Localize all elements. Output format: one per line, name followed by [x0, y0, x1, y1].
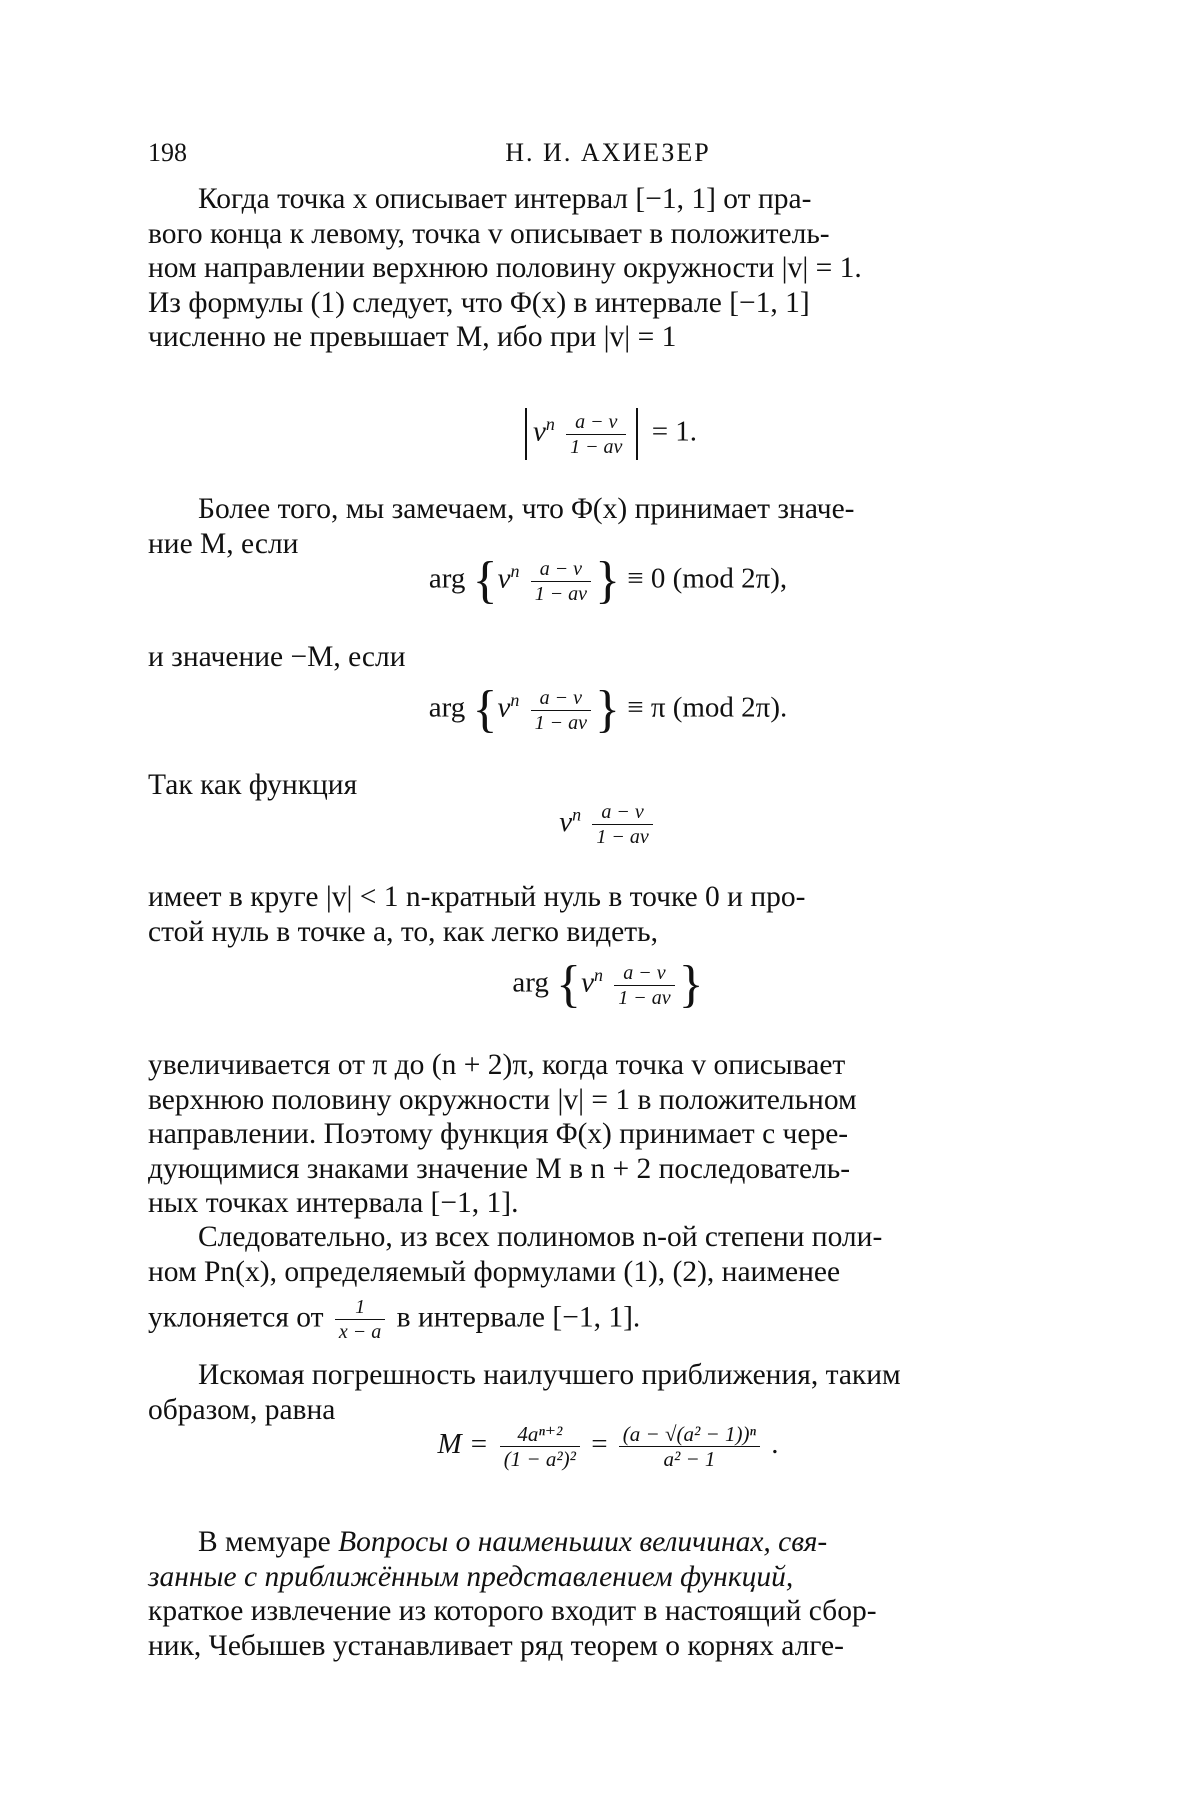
formula-rhs: ≡ 0 (mod 2π),	[627, 562, 788, 595]
text-line: Более того, мы замечаем, что Φ(x) принимает значе-	[198, 493, 855, 525]
text-line: численно не превышает M, ибо при |v| = 1	[148, 321, 677, 354]
fraction-numerator: a − v	[539, 557, 583, 580]
fraction-denominator: 1 − av	[531, 581, 591, 606]
formula-rhs: = 1.	[651, 415, 698, 448]
formula-fraction	[566, 410, 626, 459]
text-line: вого конца к левому, точка v описывает в положитель-	[148, 217, 830, 250]
fraction-numerator: 1	[355, 1296, 366, 1319]
paragraph-3	[148, 640, 1068, 675]
formula-1	[148, 408, 1068, 460]
formula-fraction	[531, 557, 591, 606]
formula-exponent: n	[572, 804, 582, 825]
formula-base: v	[497, 691, 511, 724]
formula-lhs: M =	[437, 1428, 489, 1461]
formula-arg: arg	[428, 562, 466, 595]
text-line: ник, Чебышев устанавливает ряд теорем о корнях алге-	[148, 1629, 844, 1662]
text-span: В мемуаре	[198, 1526, 331, 1558]
memoir-title-cont: занные с приближённым представлением функций,	[148, 1560, 794, 1593]
paragraph-9	[148, 1525, 1068, 1663]
formula-base: v	[559, 806, 573, 839]
fraction-numerator: a − v	[539, 686, 582, 709]
paragraph-1	[148, 182, 1068, 355]
fraction-numerator: a − v	[575, 410, 618, 433]
formula-exponent: n	[545, 414, 555, 434]
paragraph-7	[148, 1220, 1068, 1344]
memoir-title: Вопросы о наименьших величинах, свя-	[338, 1526, 828, 1558]
formula-exponent: n	[510, 561, 520, 581]
formula-rhs: ≡ π (mod 2π).	[627, 691, 788, 724]
formula-base: v	[497, 562, 511, 595]
fraction-numerator: (a − √(a² − 1))ⁿ	[622, 1422, 757, 1446]
brace-right: }	[595, 681, 620, 738]
formula-exponent: n	[510, 690, 520, 710]
text-line: Следовательно, из всех полиномов n-ой степени поли-	[198, 1221, 883, 1253]
text-line: и значение −M, если	[148, 641, 406, 673]
text-line: ных точках интервала [−1, 1].	[148, 1187, 519, 1220]
fraction-denominator: 1 − av	[531, 710, 591, 735]
formula-end: .	[771, 1428, 779, 1461]
brace-right: }	[595, 552, 621, 609]
formula-2	[148, 552, 1068, 609]
fraction-numerator: a − v	[601, 801, 644, 823]
brace-right: }	[678, 956, 704, 1013]
page-header	[148, 138, 1068, 178]
formula-fraction	[500, 1422, 580, 1471]
text-line: ние M, если	[148, 527, 299, 560]
paragraph-4	[148, 768, 1068, 803]
text-line: краткое извлечение из которого входит в настоящий сбор-	[148, 1595, 877, 1628]
paragraph-2	[148, 492, 1068, 561]
brace-left: {	[556, 956, 582, 1013]
paragraph-8	[148, 1358, 1068, 1427]
formula-7	[148, 1422, 1068, 1471]
fraction-denominator: 1 − av	[566, 434, 626, 459]
formula-exponent: n	[594, 965, 603, 985]
page-number: 198	[148, 138, 187, 167]
formula-fraction	[335, 1295, 385, 1344]
fraction-numerator: a − v	[623, 961, 666, 984]
text-line: увеличивается от π до (n + 2)π, когда точка v описывает	[148, 1049, 846, 1081]
paragraph-6	[148, 1048, 1068, 1221]
formula-5	[148, 956, 1068, 1013]
formula-fraction	[619, 1422, 760, 1471]
brace-left: {	[472, 552, 498, 609]
formula-arg: arg	[428, 691, 466, 724]
fraction-denominator: 1 − av	[614, 985, 674, 1010]
text-line: имеет в круге |v| < 1 n-кратный нуль в точке 0 и про-	[148, 881, 806, 913]
formula-equals: =	[591, 1428, 608, 1461]
fraction-numerator: 4aⁿ⁺²	[517, 1422, 563, 1446]
text-line: Так как функция	[148, 769, 358, 801]
text-span: в интервале [−1, 1].	[396, 1301, 641, 1334]
formula-base: v	[532, 415, 546, 448]
formula-fraction	[614, 961, 674, 1010]
fraction-denominator: 1 − av	[592, 824, 652, 849]
formula-4	[148, 800, 1068, 849]
formula-fraction	[531, 686, 591, 735]
text-line: ном направлении верхнюю половину окружности |v| = 1.	[148, 252, 862, 285]
fraction-denominator: (1 − a²)²	[500, 1446, 580, 1471]
fraction-denominator: a² − 1	[619, 1446, 760, 1471]
fraction-denominator: x − a	[335, 1319, 385, 1344]
text-line: образом, равна	[148, 1393, 336, 1426]
formula-base: v	[581, 966, 594, 999]
formula-arg: arg	[512, 966, 549, 999]
abs-bar-left	[525, 408, 527, 460]
formula-fraction	[592, 800, 652, 849]
text-line: Искомая погрешность наилучшего приближения, таким	[198, 1359, 901, 1391]
text-line	[148, 1525, 1068, 1560]
text-line: ном Pn(x), определяемый формулами (1), (2), наименее	[148, 1255, 841, 1288]
text-line: стой нуль в точке a, то, как легко видеть,	[148, 915, 658, 948]
paragraph-5	[148, 880, 1068, 949]
text-line: дующимися знаками значение M в n + 2 последователь-	[148, 1152, 851, 1185]
text-line: верхнюю половину окружности |v| = 1 в положительном	[148, 1083, 857, 1116]
running-title: Н. И. АХИЕЗЕР	[505, 138, 711, 167]
text-line: Из формулы (1) следует, что Φ(x) в интервале [−1, 1]	[148, 286, 810, 319]
text-span: уклоняется от	[148, 1301, 324, 1334]
abs-bar-right	[636, 408, 638, 460]
formula-3	[148, 681, 1068, 738]
text-line: направлении. Поэтому функция Φ(x) принимает с чере-	[148, 1118, 849, 1151]
brace-left: {	[472, 681, 498, 738]
text-line: Когда точка x описывает интервал [−1, 1] от пра-	[198, 183, 812, 215]
text-line	[148, 1295, 1068, 1344]
